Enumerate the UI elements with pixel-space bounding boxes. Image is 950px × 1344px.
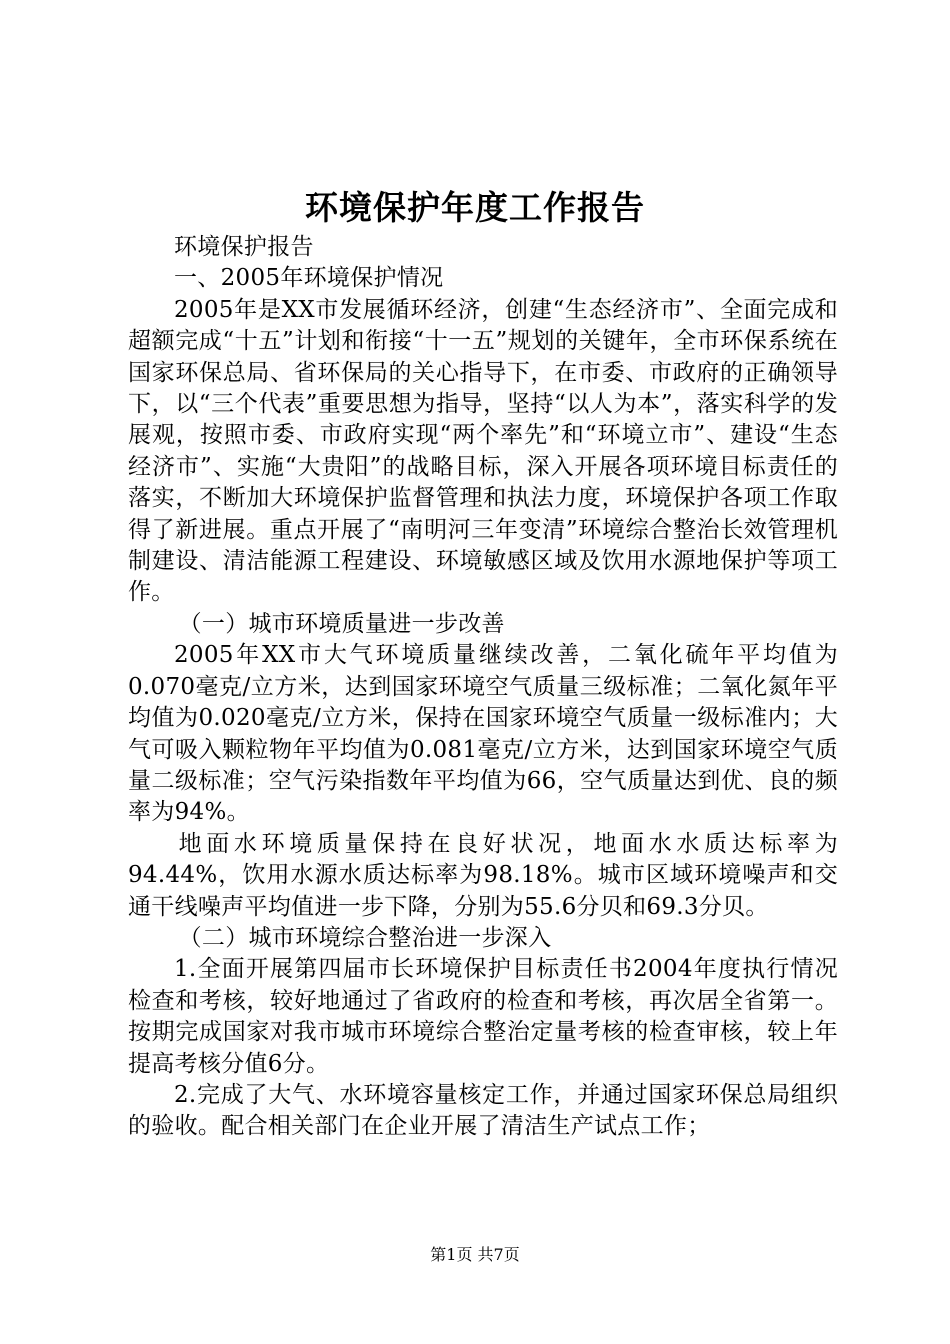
paragraph-overview: 2005年是XX市发展循环经济，创建“生态经济市”、全面完成和超额完成“十五”计划和衔接“十一五”规划的关键年，全市环保系统在国家环保总局、省环保局的关心指导下，在市委、市政府的正确领导下，以“三个代表”重要思想为指导，坚持“以人为本”，落实科学的发展观，按照市委、市政府实现“两个率先”和“环境立市”、建设“生态经济市”、实施“大贵阳”的战略目标，深入开展各项环境目标责任的落实，不断加大环境保护监督管理和执法力度，环境保护各项工作取得了新进展。重点开展了“南明河三年变清”环境综合整治长效管理机制建设、清洁能源工程建设、环境敏感区域及饮用水源地保护等项工作。 <box>128 296 838 606</box>
paragraph-report-label: 环境保护报告 <box>174 234 314 260</box>
page-number-footer: 第1页 共7页 <box>430 1245 520 1264</box>
document-title: 环境保护年度工作报告 <box>305 188 645 227</box>
subsection-heading-remediation: （二）城市环境综合整治进一步深入 <box>178 924 552 951</box>
paragraph-item-2: 2.完成了大气、水环境容量核定工作，并通过国家环保总局组织的验收。配合相关部门在企业开展了清洁生产试点工作； <box>128 1081 838 1140</box>
paragraph-air-quality: 2005年XX市大气环境质量继续改善，二氧化硫年平均值为0.070毫克/立方米，达到国家环境空气质量三级标准；二氧化氮年平均值为0.020毫克/立方米，保持在国家环境空气质量一级标准内；大气可吸入颗粒物年平均值为0.081毫克/立方米，达到国家环境空气质量二级标准；空气污染指数年平均值为66，空气质量达到优、良的频率为94%。 <box>128 642 838 826</box>
document-body <box>128 232 838 1143</box>
paragraph-item-1: 1.全面开展第四届市长环境保护目标责任书2004年度执行情况检查和考核，较好地通过了省政府的检查和考核，再次居全省第一。按期完成国家对我市城市环境综合整治定量考核的检查审核，较上年提高考核分值6分。 <box>128 956 838 1077</box>
section-heading-2005: 一、2005年环境保护情况 <box>174 265 444 292</box>
paragraph-water-noise: 地面水环境质量保持在良好状况，地面水水质达标率为94.44%，饮用水源水质达标率为98.18%。城市区域环境噪声和交通干线噪声平均值进一步下降，分别为55.6分贝和69.3分贝。 <box>128 830 838 920</box>
subsection-heading-quality: （一）城市环境质量进一步改善 <box>178 610 505 637</box>
